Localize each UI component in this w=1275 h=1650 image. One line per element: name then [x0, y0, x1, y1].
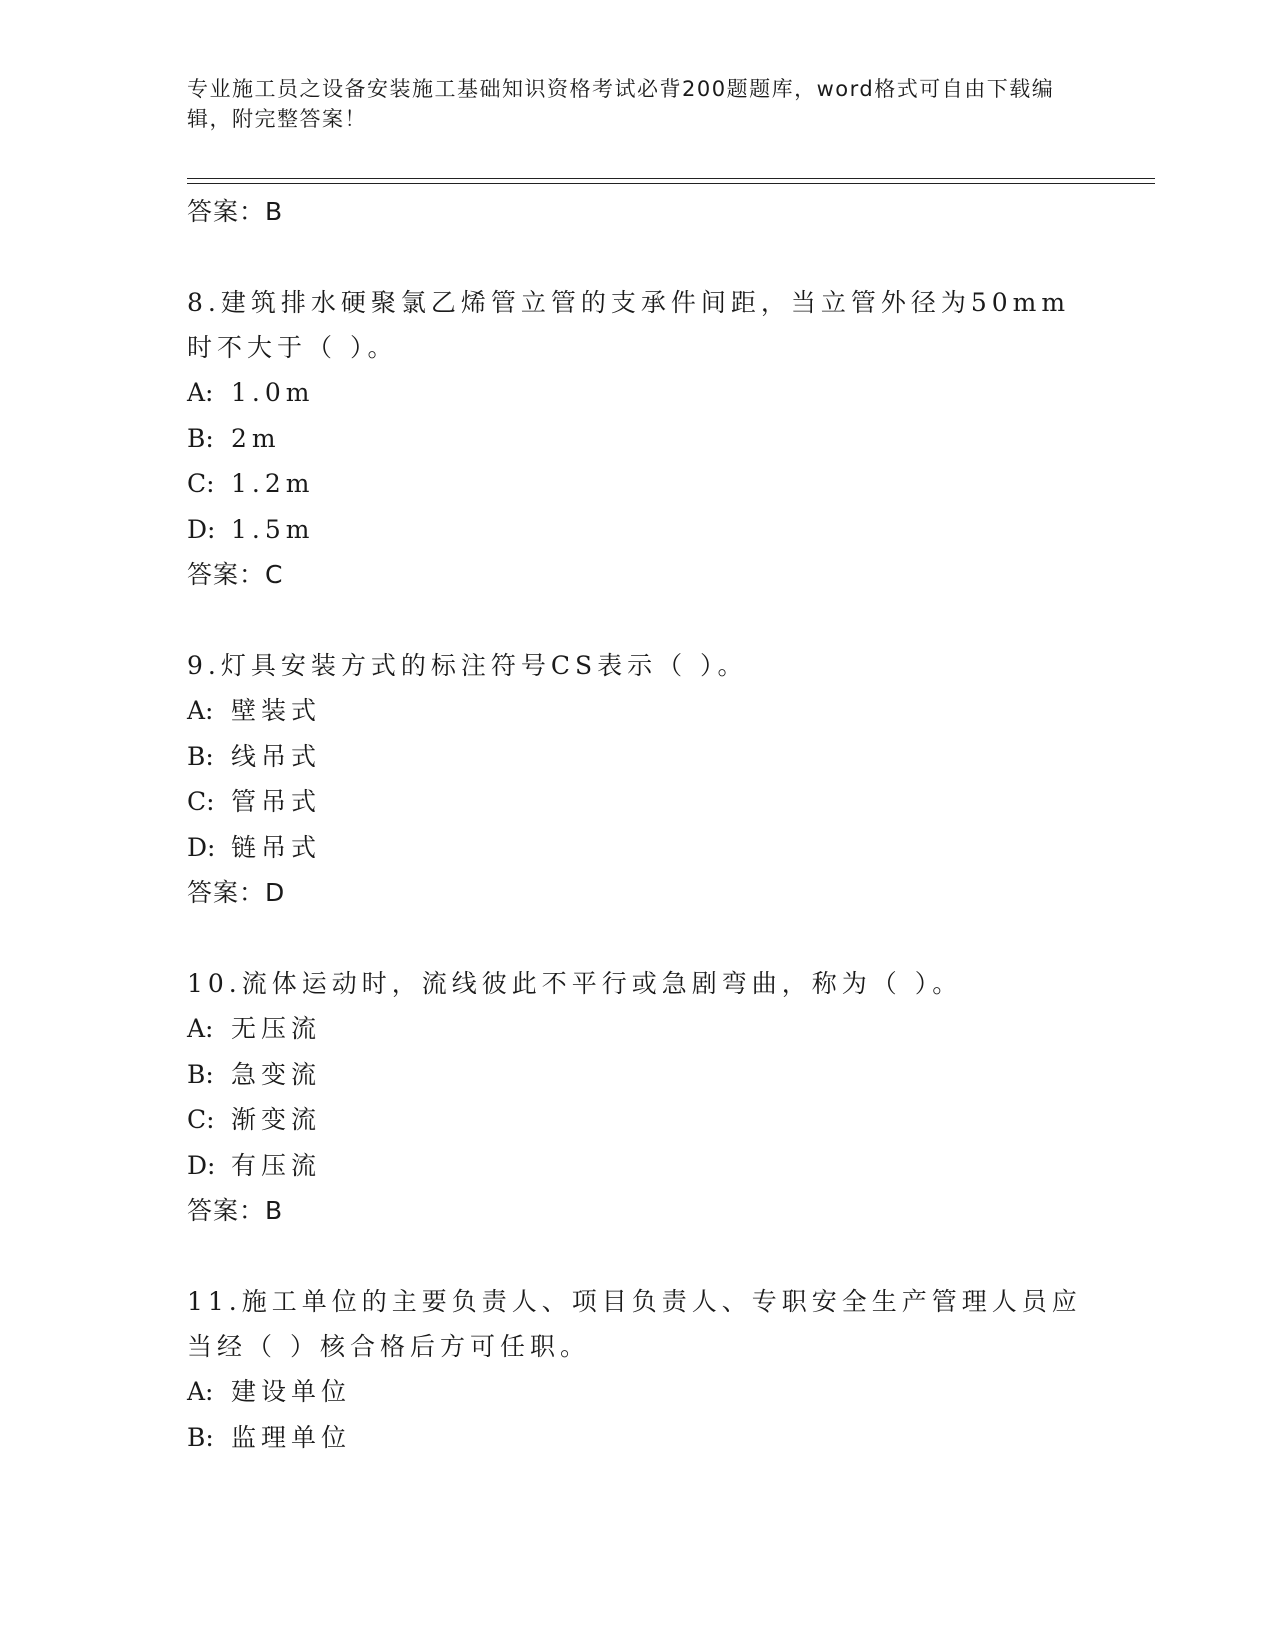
option-text: 1.2m — [231, 469, 315, 498]
option-a — [187, 1006, 1087, 1052]
option-letter: B: — [187, 1059, 214, 1089]
option-text: 渐变流 — [231, 1105, 322, 1134]
option-text: 监理单位 — [231, 1422, 352, 1452]
option-letter: A: — [187, 1377, 214, 1406]
answer-line: 答案：B — [187, 1196, 284, 1225]
option-b — [187, 416, 1087, 462]
option-d — [187, 825, 1087, 871]
option-text: 管吊式 — [231, 787, 322, 816]
header-rule-bottom — [187, 183, 1155, 184]
option-letter: D: — [187, 1150, 216, 1180]
option-letter: C: — [187, 469, 215, 498]
option-letter: A: — [187, 378, 214, 407]
option-text: 壁装式 — [231, 696, 322, 725]
option-text: 链吊式 — [231, 832, 322, 862]
option-text: 1.0m — [231, 378, 315, 407]
option-b — [187, 1052, 1087, 1098]
option-c — [187, 1097, 1087, 1143]
option-letter: A: — [187, 696, 214, 725]
option-letter: C: — [187, 787, 215, 816]
header-rule-top — [187, 178, 1155, 179]
option-a — [187, 1369, 1087, 1415]
option-letter: A: — [187, 1014, 214, 1043]
option-d — [187, 1143, 1087, 1189]
question-10 — [187, 961, 1087, 1233]
question-text: 8.建筑排水硬聚氯乙烯管立管的支承件间距，当立管外径为50mm时不大于（ ）。 — [187, 288, 1071, 362]
option-text: 无压流 — [231, 1014, 322, 1043]
option-b — [187, 734, 1087, 780]
answer-line: 答案：B — [187, 197, 284, 226]
option-letter: D: — [187, 514, 216, 544]
option-text: 线吊式 — [231, 741, 322, 771]
option-c — [187, 461, 1087, 507]
option-d — [187, 507, 1087, 553]
option-text: 1.5m — [231, 514, 315, 544]
option-letter: B: — [187, 1422, 214, 1452]
question-text: 10.流体运动时，流线彼此不平行或急剧弯曲，称为（ ）。 — [187, 969, 963, 998]
option-text: 急变流 — [231, 1059, 322, 1089]
question-9 — [187, 643, 1087, 915]
option-text: 有压流 — [231, 1150, 322, 1180]
answer-line: 答案：D — [187, 878, 286, 907]
option-letter: D: — [187, 832, 216, 862]
question-text: 11.施工单位的主要负责人、项目负责人、专职安全生产管理人员应当经（ ）核合格后方可任职。 — [187, 1287, 1082, 1361]
answer-line: 答案：C — [187, 560, 284, 589]
question-11 — [187, 1279, 1087, 1460]
option-letter: C: — [187, 1105, 215, 1134]
option-b — [187, 1415, 1087, 1461]
option-a — [187, 688, 1087, 734]
option-text: 建设单位 — [231, 1377, 352, 1406]
option-letter: B: — [187, 423, 214, 453]
question-8 — [187, 280, 1087, 597]
option-a — [187, 370, 1087, 416]
option-text: 2m — [231, 423, 281, 453]
document-body — [187, 189, 1087, 1460]
option-c — [187, 779, 1087, 825]
question-text: 9.灯具安装方式的标注符号CS表示（ ）。 — [187, 651, 748, 680]
option-letter: B: — [187, 741, 214, 771]
document-header: 专业施工员之设备安装施工基础知识资格考试必背200题题库，word格式可自由下载编辑，附完整答案！ — [187, 77, 1055, 131]
